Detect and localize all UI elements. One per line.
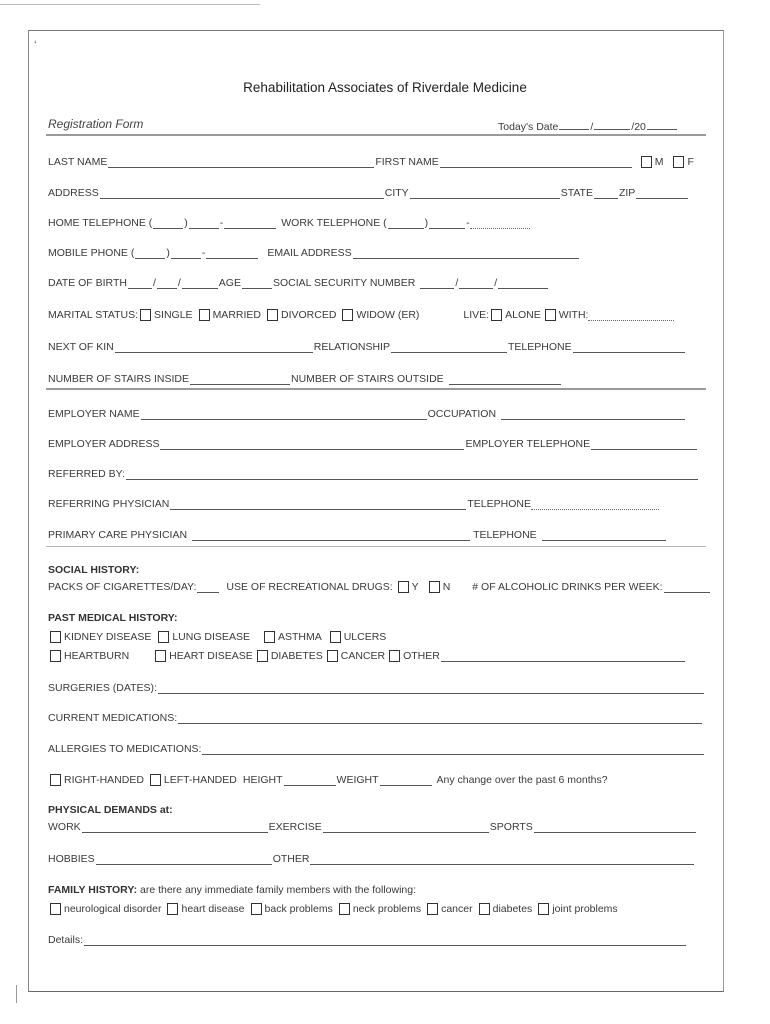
heart-disease-label: HEART DISEASE bbox=[169, 650, 253, 662]
address-row bbox=[48, 183, 689, 199]
right-handed-label: RIGHT-HANDED bbox=[64, 774, 144, 786]
alone-checkbox[interactable] bbox=[491, 309, 502, 321]
next-of-kin-row bbox=[48, 337, 686, 353]
ulcers-checkbox[interactable] bbox=[330, 631, 341, 643]
work-phone-area-input[interactable] bbox=[388, 217, 424, 229]
state-label: STATE bbox=[560, 187, 593, 199]
referring-physician-label: REFERRING PHYSICIAN bbox=[48, 498, 170, 510]
surgeries-input[interactable] bbox=[158, 682, 704, 694]
stairs-outside-input[interactable] bbox=[449, 373, 561, 385]
relationship-label: RELATIONSHIP bbox=[313, 341, 390, 353]
medications-label: CURRENT MEDICATIONS: bbox=[48, 712, 178, 724]
todays-date-field bbox=[498, 118, 678, 133]
back-problems-label: back problems bbox=[264, 903, 333, 915]
hobbies-label: HOBBIES bbox=[48, 853, 95, 865]
work-phone-prefix-input[interactable] bbox=[429, 217, 465, 229]
email-input[interactable] bbox=[353, 247, 579, 259]
male-label: M bbox=[654, 156, 664, 168]
cancer-checkbox[interactable] bbox=[327, 650, 338, 662]
alone-label: ALONE bbox=[505, 309, 541, 321]
medications-row bbox=[48, 708, 703, 724]
work-label: WORK bbox=[48, 821, 81, 833]
employer-address-label: EMPLOYER ADDRESS bbox=[48, 438, 160, 450]
scan-artifact-line bbox=[0, 4, 260, 5]
single-label: SINGLE bbox=[154, 309, 193, 321]
email-label: EMAIL ADDRESS bbox=[267, 247, 352, 259]
family-cancer-checkbox[interactable] bbox=[427, 903, 438, 915]
married-checkbox[interactable] bbox=[199, 309, 210, 321]
state-input[interactable] bbox=[594, 187, 618, 199]
primary-care-telephone-label: TELEPHONE bbox=[473, 529, 537, 541]
dob-month-input[interactable] bbox=[128, 277, 152, 289]
home-phone-label: HOME TELEPHONE ( bbox=[48, 217, 153, 229]
employer-row bbox=[48, 404, 686, 420]
next-of-kin-label: NEXT OF KIN bbox=[48, 341, 114, 353]
drugs-label: USE OF RECREATIONAL DRUGS: bbox=[226, 581, 393, 593]
form-title: Rehabilitation Associates of Riverdale Medicine bbox=[243, 80, 527, 95]
other-condition-input[interactable] bbox=[441, 650, 685, 662]
ssn-part2-input[interactable] bbox=[459, 277, 493, 289]
first-name-label: FIRST NAME bbox=[375, 156, 439, 168]
medical-row-1 bbox=[48, 627, 386, 643]
scan-corner-mark: ‘ bbox=[34, 38, 37, 52]
referred-by-row bbox=[48, 464, 699, 480]
height-label: HEIGHT bbox=[242, 774, 283, 786]
marital-status-label: MARITAL STATUS: bbox=[48, 309, 139, 321]
telephone-row: HOME TELEPHONE ( ) - WORK TELEPHONE ( ) - bbox=[48, 213, 530, 229]
mobile-phone-label: MOBILE PHONE ( bbox=[48, 247, 135, 259]
city-input[interactable] bbox=[410, 187, 560, 199]
todays-date-label: Today's Date bbox=[498, 121, 559, 133]
home-phone-line-input[interactable] bbox=[224, 217, 276, 229]
widow-checkbox[interactable] bbox=[342, 309, 353, 321]
details-label: Details: bbox=[48, 934, 84, 946]
stairs-inside-input[interactable] bbox=[190, 373, 290, 385]
employer-telephone-label: EMPLOYER TELEPHONE bbox=[465, 438, 591, 450]
ulcers-label: ULCERS bbox=[343, 631, 387, 643]
date-year-input[interactable] bbox=[647, 118, 677, 130]
stairs-row bbox=[48, 369, 562, 385]
drinks-label: # OF ALCOHOLIC DRINKS PER WEEK: bbox=[472, 581, 663, 593]
primary-care-row bbox=[48, 525, 667, 541]
marital-row bbox=[48, 305, 674, 321]
heartburn-label: HEARTBURN bbox=[64, 650, 130, 662]
age-label: AGE bbox=[218, 277, 241, 289]
hobbies-input[interactable] bbox=[96, 853, 272, 865]
married-label: MARRIED bbox=[212, 309, 261, 321]
form-page-border bbox=[28, 30, 724, 992]
exercise-label: EXERCISE bbox=[268, 821, 322, 833]
address-input[interactable] bbox=[100, 187, 384, 199]
social-history-row bbox=[48, 577, 711, 593]
mobile-row: MOBILE PHONE ( ) - EMAIL ADDRESS bbox=[48, 243, 580, 259]
back-problems-checkbox[interactable] bbox=[251, 903, 262, 915]
allergies-row bbox=[48, 739, 705, 755]
allergies-label: ALLERGIES TO MEDICATIONS: bbox=[48, 743, 202, 755]
dob-year-input[interactable] bbox=[182, 277, 218, 289]
packs-label: PACKS OF CIGARETTES/DAY: bbox=[48, 581, 197, 593]
section-divider bbox=[46, 388, 706, 390]
with-label: WITH: bbox=[558, 309, 589, 321]
left-handed-label: LEFT-HANDED bbox=[163, 774, 237, 786]
employer-name-label: EMPLOYER NAME bbox=[48, 408, 140, 420]
live-label: LIVE: bbox=[463, 309, 490, 321]
past-medical-heading: PAST MEDICAL HISTORY: bbox=[48, 612, 178, 624]
date-sep-2: /20 bbox=[631, 121, 646, 133]
last-name-label: LAST NAME bbox=[48, 156, 108, 168]
drugs-yes-label: Y bbox=[411, 581, 419, 593]
mobile-phone-line-input[interactable] bbox=[206, 247, 258, 259]
family-heart-disease-checkbox[interactable] bbox=[167, 903, 178, 915]
neck-problems-label: neck problems bbox=[352, 903, 422, 915]
family-history-options bbox=[48, 899, 618, 915]
lung-disease-label: LUNG DISEASE bbox=[172, 631, 250, 643]
divorced-checkbox[interactable] bbox=[267, 309, 278, 321]
details-input[interactable] bbox=[84, 934, 686, 946]
physical-row-1 bbox=[48, 817, 697, 833]
date-day-input[interactable] bbox=[594, 118, 630, 130]
neurological-disorder-label: neurological disorder bbox=[64, 903, 162, 915]
with-input[interactable] bbox=[588, 309, 674, 321]
form-subtitle: Registration Form bbox=[48, 117, 144, 131]
divorced-label: DIVORCED bbox=[280, 309, 337, 321]
drinks-input[interactable] bbox=[664, 581, 710, 593]
section-divider bbox=[46, 546, 706, 547]
social-history-heading: SOCIAL HISTORY: bbox=[48, 564, 140, 576]
widow-label: WIDOW (ER) bbox=[356, 309, 420, 321]
cancer-label: CANCER bbox=[340, 650, 386, 662]
sports-label: SPORTS bbox=[489, 821, 533, 833]
relationship-input[interactable] bbox=[391, 341, 507, 353]
work-phone-line-input[interactable] bbox=[470, 217, 530, 229]
dob-label: DATE OF BIRTH bbox=[48, 277, 127, 289]
date-month-input[interactable] bbox=[559, 118, 589, 130]
address-label: ADDRESS bbox=[48, 187, 99, 199]
surgeries-label: SURGERIES (DATES): bbox=[48, 682, 157, 694]
single-checkbox[interactable] bbox=[140, 309, 151, 321]
referred-by-label: REFERRED BY: bbox=[48, 468, 126, 480]
zip-label: ZIP bbox=[618, 187, 636, 199]
asthma-label: ASTHMA bbox=[277, 631, 322, 643]
physical-other-input[interactable] bbox=[310, 853, 694, 865]
joint-problems-checkbox[interactable] bbox=[538, 903, 549, 915]
last-name-input[interactable] bbox=[108, 156, 374, 168]
neurological-disorder-checkbox[interactable] bbox=[50, 903, 61, 915]
work-phone-label: WORK TELEPHONE ( bbox=[281, 217, 387, 229]
heart-disease-checkbox[interactable] bbox=[155, 650, 166, 662]
physical-demands-heading: PHYSICAL DEMANDS at: bbox=[48, 804, 173, 816]
referring-physician-input[interactable] bbox=[170, 498, 466, 510]
stairs-outside-label: NUMBER OF STAIRS OUTSIDE bbox=[291, 373, 444, 385]
with-checkbox[interactable] bbox=[545, 309, 556, 321]
zip-input[interactable] bbox=[636, 187, 688, 199]
medical-row-2 bbox=[48, 646, 686, 662]
kin-telephone-label: TELEPHONE bbox=[507, 341, 572, 353]
primary-care-label: PRIMARY CARE PHYSICIAN bbox=[48, 529, 188, 541]
employer-address-input[interactable] bbox=[160, 438, 464, 450]
height-input[interactable] bbox=[284, 774, 336, 786]
first-name-input[interactable] bbox=[440, 156, 632, 168]
kidney-disease-checkbox[interactable] bbox=[50, 631, 61, 643]
other-condition-label: OTHER bbox=[403, 650, 440, 662]
drugs-yes-checkbox[interactable] bbox=[398, 581, 409, 593]
weight-label: WEIGHT bbox=[336, 774, 379, 786]
joint-problems-label: joint problems bbox=[552, 903, 618, 915]
right-handed-checkbox[interactable] bbox=[50, 774, 61, 786]
family-diabetes-checkbox[interactable] bbox=[479, 903, 490, 915]
physical-row-2 bbox=[48, 849, 695, 865]
dob-day-input[interactable] bbox=[157, 277, 177, 289]
referred-by-input[interactable] bbox=[126, 468, 698, 480]
male-checkbox[interactable] bbox=[641, 156, 652, 168]
name-row bbox=[48, 152, 694, 168]
occupation-label: OCCUPATION bbox=[427, 408, 497, 420]
referring-telephone-input[interactable] bbox=[531, 498, 659, 510]
family-history-label: FAMILY HISTORY: bbox=[48, 884, 138, 896]
drugs-no-checkbox[interactable] bbox=[429, 581, 440, 593]
medications-input[interactable] bbox=[178, 712, 702, 724]
referring-telephone-label: TELEPHONE bbox=[467, 498, 531, 510]
details-row bbox=[48, 930, 687, 946]
family-diabetes-label: diabetes bbox=[492, 903, 533, 915]
sports-input[interactable] bbox=[534, 821, 696, 833]
kin-telephone-input[interactable] bbox=[573, 341, 685, 353]
asthma-checkbox[interactable] bbox=[264, 631, 275, 643]
exercise-input[interactable] bbox=[323, 821, 489, 833]
referring-physician-row bbox=[48, 494, 659, 510]
family-cancer-label: cancer bbox=[441, 903, 473, 915]
diabetes-label: DIABETES bbox=[270, 650, 323, 662]
mobile-phone-area-input[interactable] bbox=[135, 247, 165, 259]
employer-name-input[interactable] bbox=[141, 408, 427, 420]
age-input[interactable] bbox=[242, 277, 272, 289]
neck-problems-checkbox[interactable] bbox=[339, 903, 350, 915]
left-handed-checkbox[interactable] bbox=[150, 774, 161, 786]
city-label: CITY bbox=[384, 187, 409, 199]
occupation-input[interactable] bbox=[501, 408, 685, 420]
lung-disease-checkbox[interactable] bbox=[158, 631, 169, 643]
female-label: F bbox=[687, 156, 694, 168]
next-of-kin-input[interactable] bbox=[115, 341, 313, 353]
employer-address-row bbox=[48, 434, 698, 450]
drugs-no-label: N bbox=[442, 581, 451, 593]
female-checkbox[interactable] bbox=[673, 156, 684, 168]
other-condition-checkbox[interactable] bbox=[389, 650, 400, 662]
date-sep-1: / bbox=[590, 121, 594, 133]
ssn-label: SOCIAL SECURITY NUMBER bbox=[272, 277, 416, 289]
dob-row: DATE OF BIRTH / / AGE SOCIAL SECURITY NUMBER / / bbox=[48, 273, 549, 289]
handedness-row bbox=[48, 770, 608, 786]
employer-telephone-input[interactable] bbox=[591, 438, 697, 450]
ssn-part3-input[interactable] bbox=[498, 277, 548, 289]
ssn-part1-input[interactable] bbox=[420, 277, 454, 289]
weight-change-question: Any change over the past 6 months? bbox=[436, 774, 608, 786]
surgeries-row bbox=[48, 678, 705, 694]
home-phone-area-input[interactable] bbox=[153, 217, 183, 229]
family-history-question: are there any immediate family members with the following: bbox=[137, 884, 417, 896]
home-phone-prefix-input[interactable] bbox=[189, 217, 219, 229]
family-history-heading bbox=[48, 880, 416, 896]
work-input[interactable] bbox=[82, 821, 268, 833]
weight-input[interactable] bbox=[380, 774, 432, 786]
primary-care-input[interactable] bbox=[192, 529, 470, 541]
stairs-inside-label: NUMBER OF STAIRS INSIDE bbox=[48, 373, 189, 385]
primary-care-telephone-input[interactable] bbox=[542, 529, 666, 541]
family-heart-disease-label: heart disease bbox=[181, 903, 245, 915]
allergies-input[interactable] bbox=[202, 743, 704, 755]
heartburn-checkbox[interactable] bbox=[50, 650, 61, 662]
physical-other-label: OTHER bbox=[272, 853, 310, 865]
scan-edge-mark bbox=[16, 985, 17, 1003]
section-divider bbox=[46, 134, 706, 136]
mobile-phone-prefix-input[interactable] bbox=[171, 247, 201, 259]
diabetes-checkbox[interactable] bbox=[257, 650, 268, 662]
kidney-disease-label: KIDNEY DISEASE bbox=[64, 631, 152, 643]
packs-input[interactable] bbox=[197, 581, 219, 593]
